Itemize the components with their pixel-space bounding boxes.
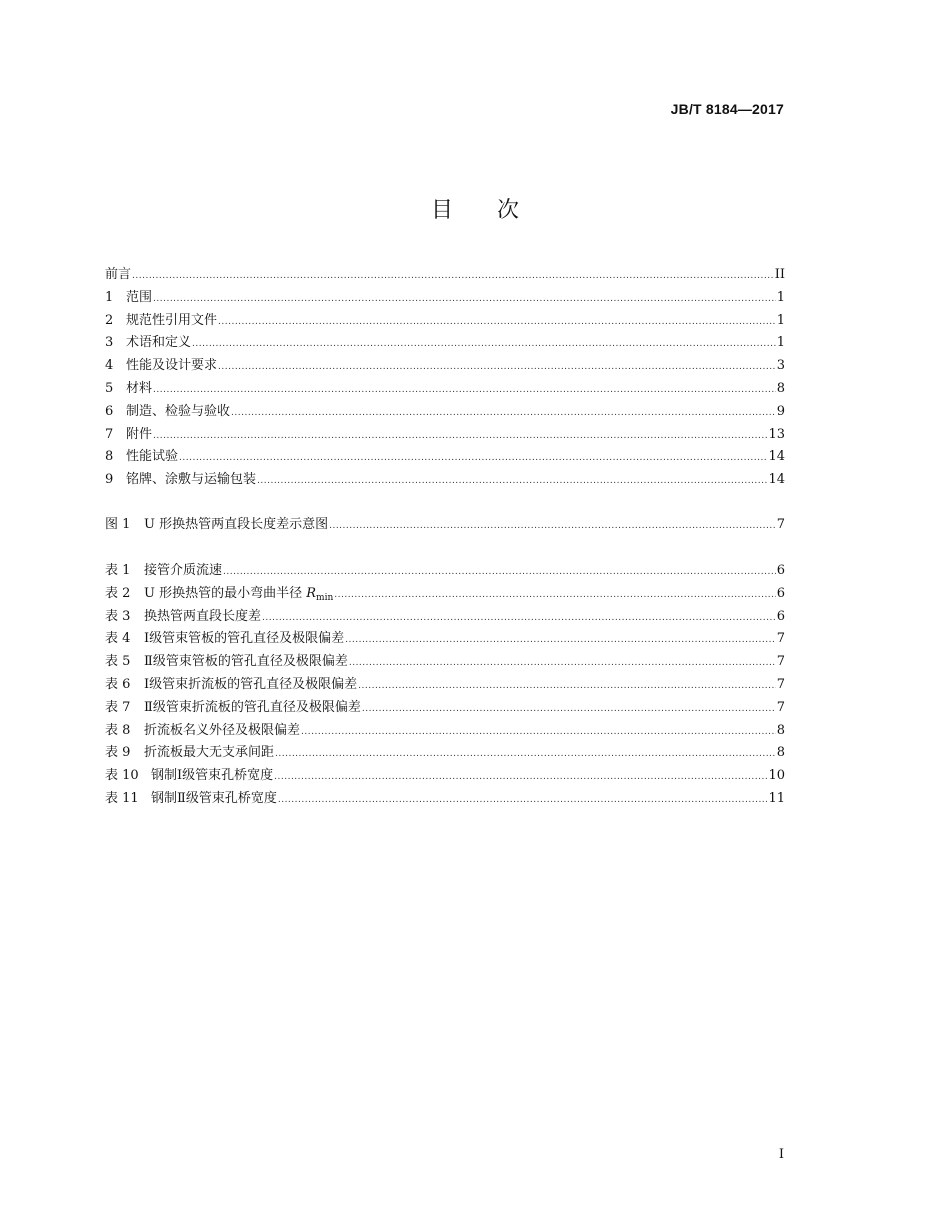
- toc-entry-page: 7: [776, 676, 785, 692]
- toc-entry-label: Ⅰ级管束折流板的管孔直径及极限偏差: [144, 676, 358, 692]
- toc-sections: [105, 264, 785, 492]
- toc-entry-number: 7: [105, 426, 114, 442]
- toc-tables: [105, 560, 785, 811]
- toc-entry-table-1[interactable]: [105, 560, 785, 583]
- toc-entry-label: 性能及设计要求: [126, 358, 218, 374]
- toc-entry-label: 铭牌、涂敷与运输包装: [126, 472, 257, 488]
- dot-leader: [358, 674, 776, 698]
- toc-entry-label: 钢制Ⅱ级管束孔桥宽度: [151, 790, 277, 806]
- toc-entry-number: 2: [105, 312, 114, 328]
- toc-entry-page: 7: [776, 631, 785, 647]
- toc-entry-label: 前言: [105, 267, 132, 282]
- toc-entry-table-10[interactable]: [105, 765, 785, 788]
- toc-entry-section-7[interactable]: [105, 424, 785, 447]
- toc-entry-number: 表 10: [105, 768, 139, 784]
- dot-leader: [274, 765, 767, 789]
- toc-entry-page: 6: [776, 563, 785, 578]
- toc-entry-page: 13: [768, 426, 785, 442]
- dot-leader: [301, 720, 776, 744]
- toc-entry-number: 9: [105, 472, 114, 488]
- toc-entry-page: 8: [776, 380, 785, 396]
- dot-leader: [218, 355, 776, 379]
- toc-entry-section-2[interactable]: [105, 310, 785, 333]
- dot-leader: [231, 401, 776, 425]
- toc-entry-label: Ⅱ级管束折流板的管孔直径及极限偏差: [144, 699, 361, 715]
- toc-entry-label: Ⅰ级管束管板的管孔直径及极限偏差: [144, 631, 345, 647]
- toc-entry-number: 3: [105, 335, 114, 351]
- toc-entry-number: 4: [105, 358, 114, 374]
- toc-entry-number: 表 6: [105, 676, 131, 692]
- dot-leader: [278, 788, 768, 812]
- dot-leader: [329, 514, 776, 538]
- toc-entry-number: 8: [105, 449, 114, 465]
- toc-entry-number: 表 8: [105, 722, 131, 738]
- toc-entry-foreword[interactable]: [105, 264, 785, 287]
- page-title: 目次: [430, 198, 563, 223]
- toc-entry-page: 10: [768, 768, 785, 784]
- dot-leader: [362, 697, 776, 721]
- toc-entry-number: 表 3: [105, 608, 131, 624]
- toc-entry-page: 11: [768, 790, 785, 806]
- toc-entry-table-6[interactable]: [105, 674, 785, 697]
- dot-leader: [218, 310, 776, 334]
- toc-entry-table-11[interactable]: [105, 788, 785, 811]
- toc-entry-number: 表 2: [105, 585, 131, 601]
- toc-entry-figure-1[interactable]: [105, 514, 785, 537]
- toc-entry-section-5[interactable]: [105, 378, 785, 401]
- page-number: I: [778, 1147, 784, 1162]
- dot-leader: [349, 651, 776, 675]
- toc-entry-label: 规范性引用文件: [126, 312, 218, 328]
- toc-entry-label: 折流板名义外径及极限偏差: [144, 722, 301, 738]
- toc-entry-label: 钢制Ⅰ级管束孔桥宽度: [151, 768, 274, 784]
- dot-leader: [153, 424, 767, 448]
- toc-entry-page: 8: [776, 745, 785, 761]
- dot-leader: [334, 583, 775, 607]
- toc-entry-label: 术语和定义: [126, 335, 192, 351]
- toc-entry-table-8[interactable]: [105, 720, 785, 743]
- toc-entry-number: 表 11: [105, 790, 139, 806]
- toc-entry-label: 接管介质流速: [144, 563, 223, 578]
- dot-leader: [223, 560, 776, 584]
- toc-entry-page: 8: [776, 722, 785, 738]
- toc-entry-label-text: U 形换热管的最小弯曲半径: [144, 585, 307, 601]
- toc-entry-number: 图 1: [105, 517, 131, 532]
- dot-leader: [153, 287, 776, 311]
- toc-entry-number: 5: [105, 380, 114, 396]
- dot-leader: [132, 264, 774, 288]
- dot-leader: [179, 446, 767, 470]
- toc-entry-page: 6: [776, 608, 785, 624]
- toc-entry-page: 1: [776, 335, 785, 351]
- toc-entry-number: 表 5: [105, 654, 131, 670]
- toc-entry-page: 7: [776, 517, 785, 532]
- toc-entry-label: 范围: [126, 289, 153, 305]
- toc-entry-label: 附件: [126, 426, 153, 442]
- radius-symbol: R: [306, 585, 317, 601]
- toc-entry-section-4[interactable]: [105, 355, 785, 378]
- toc-entry-table-2[interactable]: [105, 583, 785, 606]
- toc-entry-label: 性能试验: [126, 449, 179, 465]
- toc-entry-table-3[interactable]: [105, 606, 785, 629]
- toc-entry-page: 9: [776, 403, 785, 419]
- toc-entry-section-3[interactable]: [105, 332, 785, 355]
- toc-entry-label: 折流板最大无支承间距: [144, 745, 275, 761]
- toc-entry-number: 6: [105, 403, 114, 419]
- toc-entry-table-7[interactable]: [105, 697, 785, 720]
- toc-entry-page: 6: [776, 585, 785, 601]
- toc-entry-label: U 形换热管两直段长度差示意图: [144, 517, 329, 532]
- toc-entry-number: 表 4: [105, 631, 131, 647]
- standard-code: JB/T 8184—2017: [670, 101, 784, 117]
- toc-entry-label: Ⅱ级管束管板的管孔直径及极限偏差: [144, 654, 348, 670]
- toc-entry-number: 表 7: [105, 699, 131, 715]
- toc-entry-number: 表 9: [105, 745, 131, 761]
- toc-entry-page: 14: [768, 472, 785, 488]
- toc-entry-page: 3: [776, 358, 785, 374]
- toc-entry-table-9[interactable]: [105, 742, 785, 765]
- dot-leader: [192, 332, 776, 356]
- toc-entry-page: 7: [776, 654, 785, 670]
- dot-leader: [345, 628, 776, 652]
- toc-entry-section-8[interactable]: [105, 446, 785, 469]
- toc-entry-number: 1: [105, 289, 114, 305]
- toc-entry-page: II: [774, 267, 785, 282]
- dot-leader: [262, 606, 776, 630]
- toc-entry-table-4[interactable]: [105, 628, 785, 651]
- toc-entry-page: 1: [776, 312, 785, 328]
- radius-subscript: min: [316, 592, 334, 603]
- toc-entry-page: 1: [776, 289, 785, 305]
- toc-entry-page: 7: [776, 699, 785, 715]
- toc-figures: [105, 514, 785, 537]
- toc-entry-section-9[interactable]: [105, 469, 785, 492]
- toc-entry-table-5[interactable]: [105, 651, 785, 674]
- toc-entry-section-1[interactable]: [105, 287, 785, 310]
- dot-leader: [153, 378, 776, 402]
- dot-leader: [275, 742, 776, 766]
- toc-entry-label: 换热管两直段长度差: [144, 608, 262, 624]
- toc-entry-page: 14: [768, 449, 785, 465]
- dot-leader: [257, 469, 767, 493]
- toc-entry-label: 制造、检验与验收: [126, 403, 231, 419]
- toc-entry-number: 表 1: [105, 563, 131, 578]
- toc-entry-section-6[interactable]: [105, 401, 785, 424]
- toc-entry-label: 材料: [126, 380, 153, 396]
